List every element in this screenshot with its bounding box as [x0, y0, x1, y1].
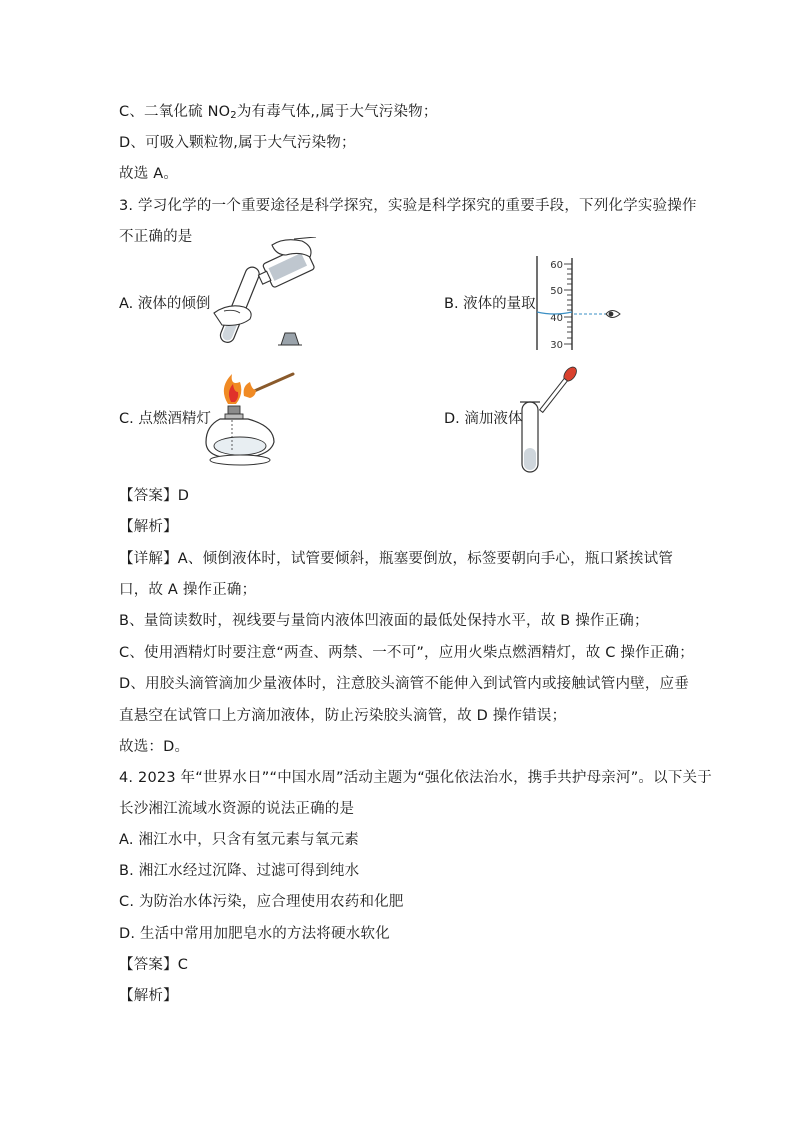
line-text: 为有毒气体,,属于大气污染物； — [236, 104, 438, 120]
option-d-label: D. 滴加液体 — [444, 411, 523, 427]
answer-4: 【答案】C — [119, 957, 189, 973]
detail-d-1: D、用胶头滴管滴加少量液体时，注意胶头滴管不能伸入到试管内或接触试管内壁，应垂 — [119, 676, 689, 692]
graduated-cylinder-figure — [532, 254, 632, 354]
analysis-heading-4: 【解析】 — [119, 988, 178, 1004]
question-4-option-a: A. 湘江水中，只含有氢元素与氧元素 — [119, 832, 359, 848]
dropper-figure — [512, 364, 592, 476]
option-a-label: A. 液体的倾倒 — [119, 296, 211, 312]
alcohol-lamp-figure — [200, 368, 300, 468]
tick-label-50: 50 — [550, 286, 563, 297]
pouring-liquid-figure — [210, 237, 320, 352]
question-4-option-d: D. 生活中常用加肥皂水的方法将硬水软化 — [119, 926, 390, 942]
answer-3: 【答案】D — [119, 488, 190, 504]
question-4-option-c: C. 为防治水体污染，应合理使用农药和化肥 — [119, 894, 404, 910]
question-3-stem-cont: 不正确的是 — [119, 229, 193, 245]
detail-b: B、量筒读数时，视线要与量筒内液体凹液面的最低处保持水平，故 B 操作正确； — [119, 613, 649, 629]
line-text: C、二氧化硫 NO — [119, 104, 231, 120]
question-4-option-b: B. 湘江水经过沉降、过滤可得到纯水 — [119, 863, 360, 879]
choice-3: 故选：D。 — [119, 739, 190, 755]
question-4-stem: 4. 2023 年“世界水日”“中国水周”活动主题为“强化依法治水，携手共护母亲河”。以下关于 — [119, 770, 712, 786]
question-3-stem: 3. 学习化学的一个重要途径是科学探究，实验是科学探究的重要手段，下列化学实验操作 — [119, 198, 697, 214]
line-option-c-prev — [119, 102, 438, 126]
question-4-stem-cont: 长沙湘江流域水资源的说法正确的是 — [119, 801, 355, 817]
detail-a-2: 口，故 A 操作正确； — [119, 582, 257, 598]
line-choice-prev: 故选 A。 — [119, 166, 179, 182]
option-b-label: B. 液体的量取 — [444, 296, 536, 312]
tick-label-60: 60 — [550, 260, 563, 271]
line-option-d-prev: D、可吸入颗粒物,属于大气污染物； — [119, 135, 356, 151]
tick-label-40: 40 — [550, 313, 563, 324]
detail-a-1: 【详解】A、倾倒液体时，试管要倾斜，瓶塞要倒放，标签要朝向手心，瓶口紧挨试管 — [119, 551, 674, 567]
option-c-label: C. 点燃酒精灯 — [119, 411, 211, 427]
detail-d-2: 直悬空在试管口上方滴加液体，防止污染胶头滴管，故 D 操作错误； — [119, 708, 567, 724]
detail-c: C、使用酒精灯时要注意“两查、两禁、一不可”，应用火柴点燃酒精灯，故 C 操作正确； — [119, 645, 694, 661]
analysis-heading-3: 【解析】 — [119, 519, 178, 535]
subscript: 2 — [230, 110, 237, 121]
tick-label-30: 30 — [550, 340, 563, 351]
